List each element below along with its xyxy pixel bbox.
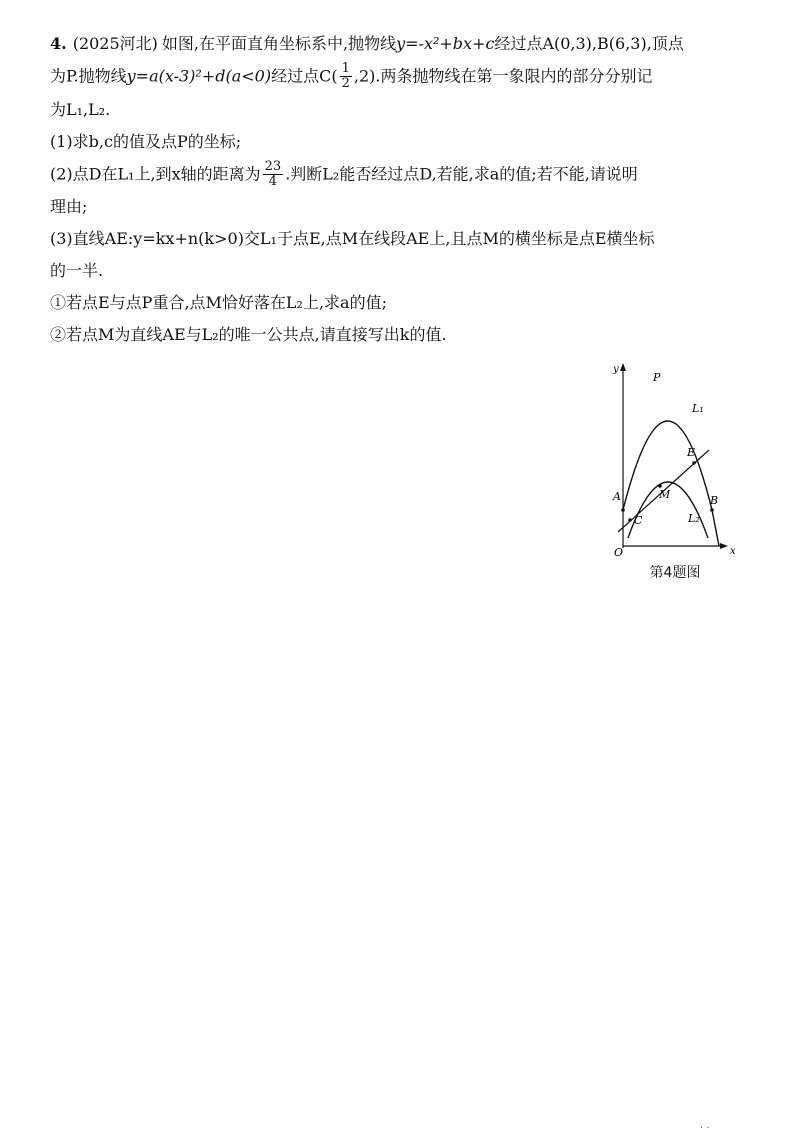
question-3: (3)直线AE:y=kx+n(k>0)交L₁于点E,点M在线段AE上,且点M的横坐标是点E横坐标 — [50, 229, 655, 249]
point-B — [710, 508, 714, 512]
question-2-text-a: (2)点D在L₁上,到x轴的距离为 — [50, 163, 261, 183]
y-axis-arrow — [620, 363, 626, 371]
label-A: A — [613, 490, 621, 503]
question-2 — [50, 160, 740, 190]
equation-2: y=a(x-3)²+d(a<0) — [126, 66, 272, 86]
point-E — [692, 461, 696, 465]
fraction-distance — [263, 160, 284, 190]
point-A — [621, 508, 625, 512]
equation-1: y=-x²+bx+c — [396, 34, 495, 53]
stem-text-c: 为P.抛物线 — [50, 66, 127, 86]
label-y: y — [613, 364, 619, 375]
question-3-part-2: ②若点M为直线AE与L₂的唯一公共点,请直接写出k的值. — [50, 325, 447, 345]
stem-text-a: 如图,在平面直角坐标系中,抛物线 — [161, 34, 397, 53]
fraction-c — [340, 62, 352, 92]
x-axis-arrow — [720, 543, 728, 549]
question-1: (1)求b,c的值及点P的坐标; — [50, 131, 242, 151]
label-E: E — [687, 446, 696, 459]
label-B: B — [710, 494, 719, 507]
label-C: C — [634, 514, 643, 527]
problem-source: (2025河北) — [72, 34, 158, 53]
label-origin: O — [614, 546, 624, 559]
problem-stem-line-3 — [50, 96, 740, 124]
problem-stem-line-2 — [50, 62, 740, 92]
question-3-part-1: ①若点E与点P重合,点M恰好落在L₂上,求a的值; — [50, 293, 387, 313]
label-P: P — [653, 371, 661, 384]
problem-4 — [50, 30, 740, 353]
problem-stem-line-1 — [50, 30, 740, 58]
question-2-continuation: 理由; — [50, 197, 88, 217]
stem-text-f: 为L₁,L₂. — [50, 99, 111, 119]
problem-number: 4. — [50, 34, 67, 53]
label-M: M — [659, 488, 671, 501]
label-x: x — [730, 546, 736, 557]
fraction-c-numerator: 1 — [341, 61, 350, 76]
stem-text-e: ,2).两条抛物线在第一象限内的部分分别记 — [353, 66, 653, 86]
label-L1: L₁ — [692, 402, 704, 415]
footer-mark: . . — [700, 1120, 710, 1131]
question-2-text-b: .判断L₂能否经过点D,若能,求a的值;若不能,请说明 — [285, 163, 638, 183]
point-C — [628, 518, 632, 522]
fraction-distance-denominator: 4 — [268, 173, 278, 189]
figure-diagram — [606, 360, 746, 560]
stem-text-b: 经过点A(0,3),B(6,3),顶点 — [494, 34, 684, 53]
stem-text-d: 经过点C( — [271, 66, 338, 86]
label-L2: L₂ — [688, 512, 700, 525]
figure-caption: 第4题图 — [649, 565, 701, 581]
fraction-distance-numerator: 23 — [264, 158, 282, 174]
question-3-continuation: 的一半. — [50, 261, 104, 281]
fraction-c-denominator: 2 — [341, 76, 350, 92]
